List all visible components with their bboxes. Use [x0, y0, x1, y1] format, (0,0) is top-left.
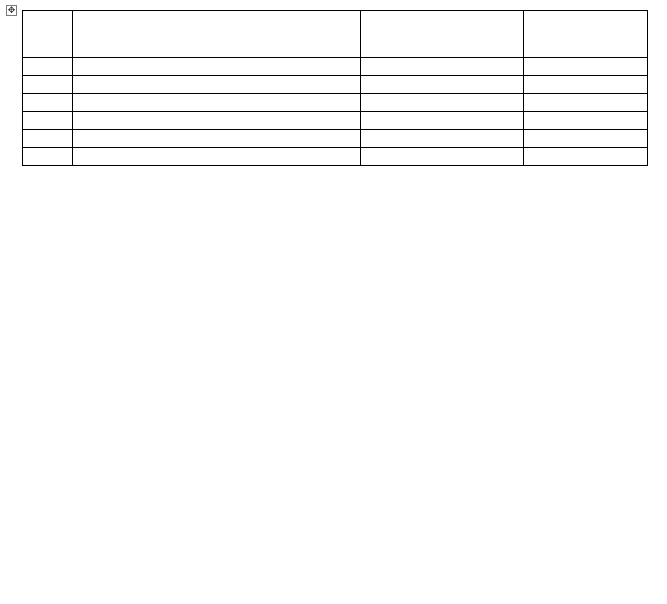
cell-title — [73, 94, 361, 112]
cell-title — [73, 148, 361, 166]
cell-author — [361, 130, 524, 148]
cell-num — [23, 130, 73, 148]
header-publisher — [524, 11, 648, 58]
table-row — [23, 94, 648, 112]
cell-num — [23, 58, 73, 76]
cell-author — [361, 58, 524, 76]
cell-num — [23, 112, 73, 130]
header-author — [361, 11, 524, 58]
cell-publisher — [524, 148, 648, 166]
cell-publisher — [524, 94, 648, 112]
cell-author — [361, 94, 524, 112]
cell-publisher — [524, 112, 648, 130]
table-body — [23, 58, 648, 166]
cell-num — [23, 94, 73, 112]
cell-title — [73, 76, 361, 94]
cell-publisher — [524, 130, 648, 148]
cell-num — [23, 76, 73, 94]
cell-author — [361, 148, 524, 166]
header-num — [23, 11, 73, 58]
table-move-handle-icon[interactable]: ✥ — [7, 5, 16, 15]
cell-title — [73, 130, 361, 148]
header-title — [73, 11, 361, 58]
cell-author — [361, 76, 524, 94]
table-row — [23, 76, 648, 94]
cell-num — [23, 148, 73, 166]
table-row — [23, 58, 648, 76]
table-row — [23, 112, 648, 130]
table-row — [23, 148, 648, 166]
cell-publisher — [524, 76, 648, 94]
cell-title — [73, 112, 361, 130]
cell-publisher — [524, 58, 648, 76]
table-row — [23, 130, 648, 148]
cell-author — [361, 112, 524, 130]
cell-title — [73, 58, 361, 76]
table-header-row — [23, 11, 648, 58]
books-table — [22, 10, 648, 166]
